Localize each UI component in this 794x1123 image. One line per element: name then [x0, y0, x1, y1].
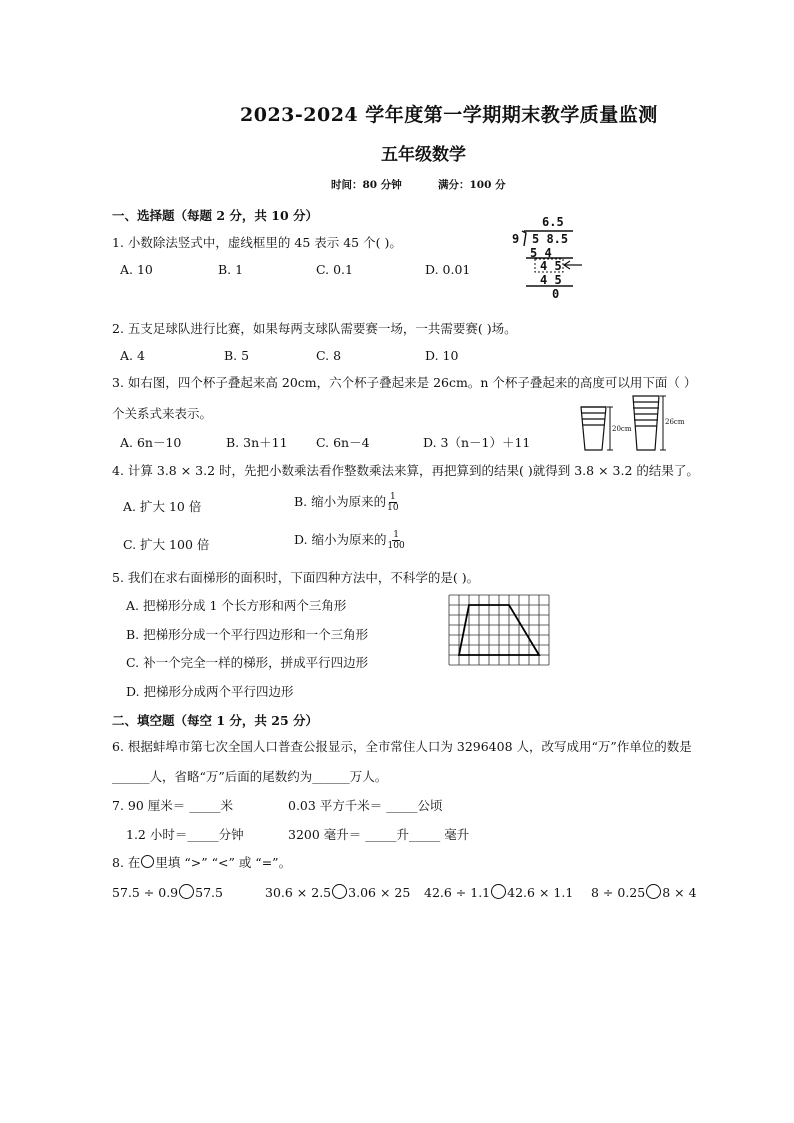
compare-circle-icon[interactable] — [332, 884, 347, 899]
q1-option-a: A. 10 — [120, 262, 153, 277]
q8-item-right: 8 × 4 — [662, 885, 697, 900]
q3-option-d: D. 3（n－1）＋11 — [423, 435, 531, 450]
q8-item-right: 57.5 — [195, 885, 223, 900]
q8-item-2 — [265, 884, 410, 900]
division-quotient: 6.5 — [542, 215, 564, 229]
exam-time: 时间：80 分钟 — [331, 179, 402, 191]
q8-item-left: 57.5 ÷ 0.9 — [112, 885, 179, 900]
q3-option-a: A. 6n－10 — [120, 435, 182, 450]
q4-option-d — [294, 530, 405, 551]
page-subtitle: 五年级数学 — [381, 145, 466, 165]
q8-item-3 — [424, 884, 573, 900]
fraction-denominator: 100 — [387, 541, 405, 551]
q2-option-a: A. 4 — [120, 348, 145, 363]
q1-option-c: C. 0.1 — [316, 262, 353, 277]
q4-option-a: A. 扩大 10 倍 — [123, 499, 202, 514]
q8-item-left: 8 ÷ 0.25 — [591, 885, 646, 900]
q2-option-d: D. 10 — [425, 348, 459, 363]
q2-stem: 2. 五支足球队进行比赛，如果每两支球队需要赛一场，一共需要赛( )场。 — [112, 321, 517, 336]
compare-circle-icon[interactable] — [646, 884, 661, 899]
division-remainder: 0 — [552, 287, 560, 301]
q8-item-right: 3.06 × 25 — [348, 885, 411, 900]
section-2-heading: 二、填空题（每空 1 分，共 25 分） — [112, 713, 319, 728]
q5-option-d: D. 把梯形分成两个平行四边形 — [126, 684, 294, 699]
q2-option-c: C. 8 — [316, 348, 342, 363]
q8-stem-post: 里填 “>” “<” 或 “=”。 — [155, 855, 292, 870]
q8-item-left: 30.6 × 2.5 — [265, 885, 332, 900]
cups-label-20cm: 20cm — [612, 425, 632, 433]
division-row-2: 4 5 — [540, 259, 562, 273]
fraction-denominator: 10 — [387, 503, 399, 513]
fraction-numerator: 1 — [390, 492, 396, 502]
q4-stem: 4. 计算 3.8 × 3.2 时，先把小数乘法看作整数乘法来算，再把算到的结果( )就得到 3.8 × 3.2 的结果了。 — [112, 463, 699, 478]
division-row-1: 5 4 — [530, 246, 552, 260]
q8-item-right: 42.6 × 1.1 — [507, 885, 574, 900]
q4-option-b-fraction — [387, 492, 398, 513]
compare-circle-icon[interactable] — [491, 884, 506, 899]
q8-item-left: 42.6 ÷ 1.1 — [424, 885, 491, 900]
circle-blank-icon — [141, 855, 154, 868]
q8-stem-pre: 8. 在 — [112, 855, 141, 870]
division-row-3: 4 5 — [540, 273, 562, 287]
q4-option-d-fraction — [388, 530, 405, 551]
q4-option-d-text: D. 缩小为原来的 — [294, 532, 387, 547]
q4-option-c: C. 扩大 100 倍 — [123, 537, 210, 552]
q5-option-c: C. 补一个完全一样的梯形，拼成平行四边形 — [126, 655, 369, 670]
q5-option-a: A. 把梯形分成 1 个长方形和两个三角形 — [126, 598, 347, 613]
q5-stem: 5. 我们在求右面梯形的面积时，下面四种方法中，不科学的是( )。 — [112, 570, 480, 585]
q7-item-a: 7. 90 厘米＝ _____米 — [112, 798, 234, 813]
q7-item-c: 1.2 小时＝_____分钟 — [126, 827, 244, 842]
section-1-heading: 一、选择题（每题 2 分，共 10 分） — [112, 208, 319, 223]
division-divisor: 9 — [512, 232, 520, 246]
q3-stem: 3. 如右图，四个杯子叠起来高 20cm，六个杯子叠起来是 26cm。n 个杯子叠起来的高度可以用下面（ ） — [112, 375, 697, 390]
q6-line-2: ______人，省略“万”后面的尾数约为______万人。 — [112, 769, 388, 784]
fraction-numerator: 1 — [393, 530, 399, 540]
q6-line-1: 6. 根据蚌埠市第七次全国人口普查公报显示，全市常住人口为 3296408 人，改写成用“万”作单位的数是 — [112, 739, 692, 754]
q4-option-b-text: B. 缩小为原来的 — [294, 494, 387, 509]
full-score: 满分：100 分 — [438, 179, 506, 191]
q5-option-b: B. 把梯形分成一个平行四边形和一个三角形 — [126, 627, 369, 642]
q7-item-d: 3200 毫升＝ _____升_____ 毫升 — [288, 827, 470, 842]
q3-option-c: C. 6n－4 — [316, 435, 370, 450]
cups-label-26cm: 26cm — [665, 418, 685, 426]
trapezoid-grid-figure — [449, 595, 551, 671]
compare-circle-icon[interactable] — [179, 884, 194, 899]
q8-item-4 — [591, 884, 697, 900]
q3-stem-continued: 个关系式来表示。 — [112, 406, 213, 421]
q8-stem — [112, 853, 291, 871]
q1-option-b: B. 1 — [218, 262, 244, 277]
q2-option-b: B. 5 — [224, 348, 250, 363]
q7-item-b: 0.03 平方千米＝ _____公顷 — [288, 798, 443, 813]
q4-option-b — [294, 492, 399, 513]
page-title: 2023-2024 学年度第一学期期末教学质量监测 — [240, 104, 658, 126]
q1-option-d: D. 0.01 — [425, 262, 471, 277]
q3-option-b: B. 3n＋11 — [226, 435, 288, 450]
q8-item-1 — [112, 884, 223, 900]
division-dividend: 5 8.5 — [532, 232, 569, 246]
q1-stem: 1. 小数除法竖式中，虚线框里的 45 表示 45 个( )。 — [112, 235, 402, 250]
